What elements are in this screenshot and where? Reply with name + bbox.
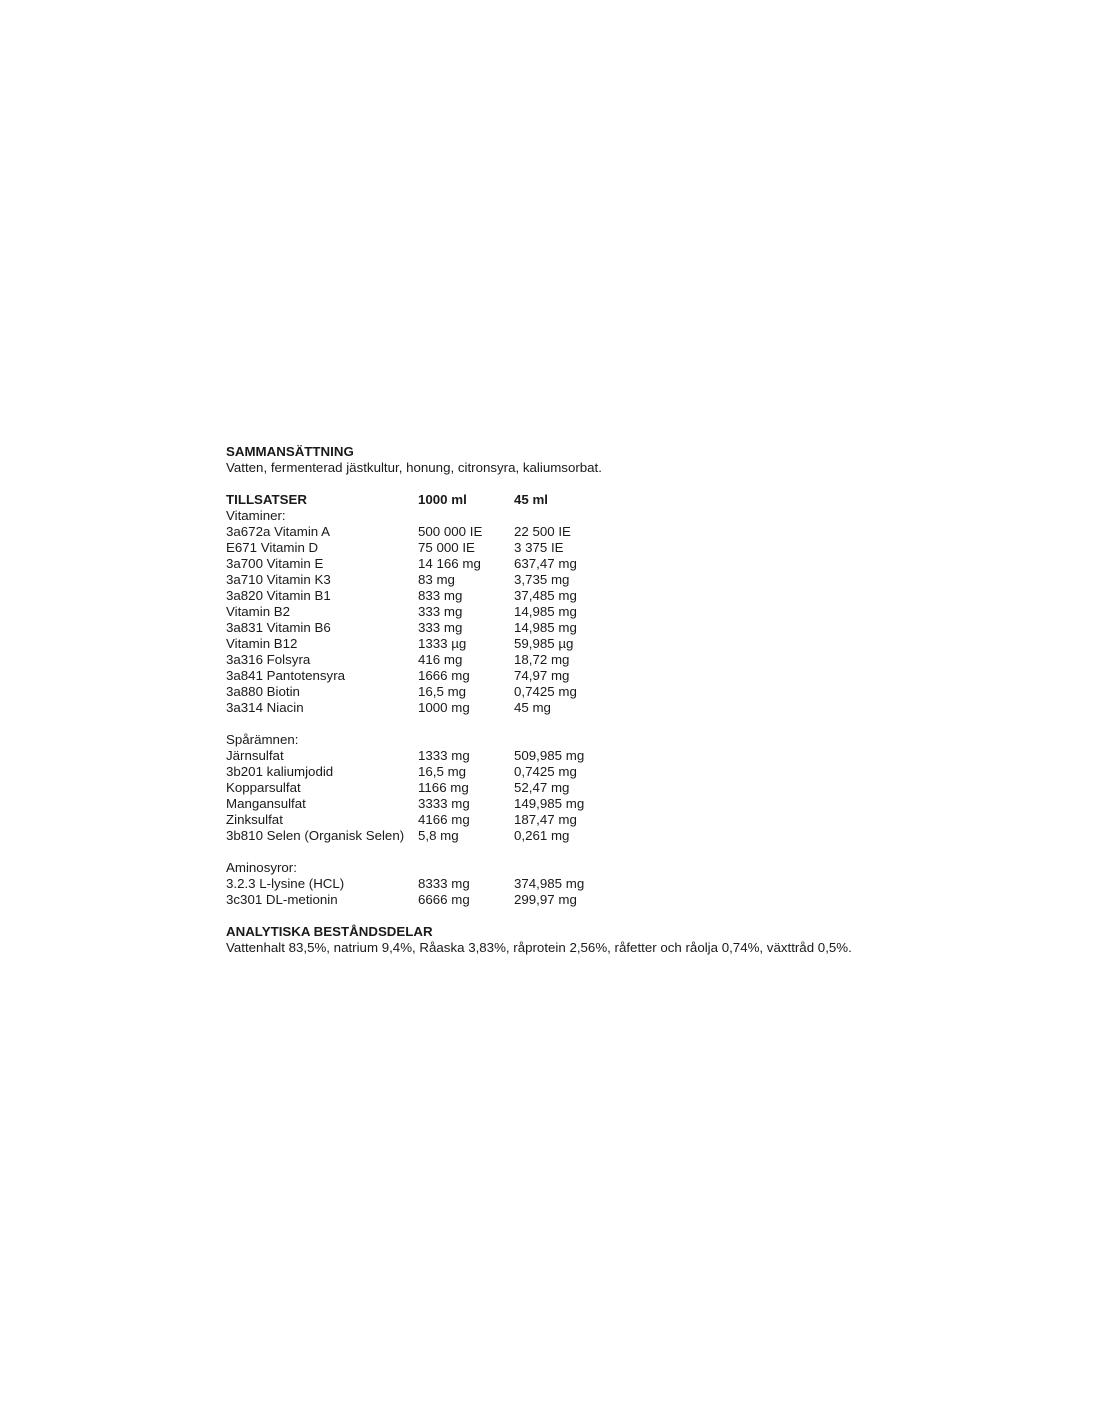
amount-45ml: 37,485 mg (514, 588, 577, 603)
additives-header-row (226, 492, 1026, 508)
amount-45ml: 509,985 mg (514, 748, 585, 763)
spacer (226, 716, 1026, 732)
amount-45ml: 45 mg (514, 700, 551, 715)
ingredient-name: 3a314 Niacin (226, 700, 304, 715)
amount-45ml: 74,97 mg (514, 668, 570, 683)
additives-heading: TILLSATSER (226, 492, 308, 507)
amount-1000ml: 1333 mg (418, 748, 470, 763)
group-label: Spårämnen: (226, 732, 299, 747)
table-row (226, 684, 1026, 700)
amount-1000ml: 5,8 mg (418, 828, 459, 843)
analytics-heading: ANALYTISKA BESTÅNDSDELAR (226, 924, 433, 939)
spacer (226, 908, 1026, 924)
ingredient-name: Kopparsulfat (226, 780, 301, 795)
amount-1000ml: 75 000 IE (418, 540, 475, 555)
ingredient-name: Vitamin B12 (226, 636, 298, 651)
table-row (226, 780, 1026, 796)
amount-45ml: 14,985 mg (514, 620, 577, 635)
table-row (226, 812, 1026, 828)
amount-1000ml: 1333 µg (418, 636, 467, 651)
amount-45ml: 52,47 mg (514, 780, 570, 795)
amount-1000ml: 1000 mg (418, 700, 470, 715)
ingredient-name: 3a316 Folsyra (226, 652, 311, 667)
analytics-text: Vattenhalt 83,5%, natrium 9,4%, Råaska 3,83%, råprotein 2,56%, råfetter och råolja 0,74%, växttråd 0,5%. (226, 940, 852, 955)
amount-45ml: 637,47 mg (514, 556, 577, 571)
ingredient-name: 3a831 Vitamin B6 (226, 620, 331, 635)
group-label: Vitaminer: (226, 508, 286, 523)
composition-heading: SAMMANSÄTTNING (226, 444, 354, 459)
ingredient-name: 3a710 Vitamin K3 (226, 572, 331, 587)
ingredient-name: Vitamin B2 (226, 604, 291, 619)
amount-1000ml: 3333 mg (418, 796, 470, 811)
column-header-45ml: 45 ml (514, 492, 549, 507)
amount-45ml: 0,261 mg (514, 828, 570, 843)
table-row (226, 652, 1026, 668)
amount-45ml: 0,7425 mg (514, 764, 577, 779)
amount-1000ml: 1666 mg (418, 668, 470, 683)
ingredient-name: Järnsulfat (226, 748, 284, 763)
amount-45ml: 3 375 IE (514, 540, 564, 555)
table-row (226, 876, 1026, 892)
column-header-1000ml: 1000 ml (418, 492, 467, 507)
amount-1000ml: 833 mg (418, 588, 463, 603)
amount-1000ml: 6666 mg (418, 892, 470, 907)
table-row (226, 764, 1026, 780)
ingredient-name: 3b810 Selen (Organisk Selen) (226, 828, 405, 843)
amount-45ml: 14,985 mg (514, 604, 577, 619)
amount-45ml: 149,985 mg (514, 796, 585, 811)
table-row (226, 572, 1026, 588)
amount-45ml: 0,7425 mg (514, 684, 577, 699)
ingredient-name: 3c301 DL-metionin (226, 892, 338, 907)
amount-1000ml: 4166 mg (418, 812, 470, 827)
table-row (226, 604, 1026, 620)
table-row (226, 748, 1026, 764)
product-declaration (226, 444, 1026, 956)
ingredient-name: 3a700 Vitamin E (226, 556, 324, 571)
amount-1000ml: 333 mg (418, 620, 463, 635)
additives-table (226, 508, 1026, 908)
table-row (226, 700, 1026, 716)
ingredient-name: 3a820 Vitamin B1 (226, 588, 331, 603)
amount-1000ml: 416 mg (418, 652, 463, 667)
amount-1000ml: 83 mg (418, 572, 455, 587)
amount-45ml: 187,47 mg (514, 812, 577, 827)
spacer (226, 844, 1026, 860)
amount-1000ml: 500 000 IE (418, 524, 483, 539)
amount-45ml: 3,735 mg (514, 572, 570, 587)
amount-1000ml: 1166 mg (418, 780, 469, 795)
group-label: Aminosyror: (226, 860, 297, 875)
table-row (226, 556, 1026, 572)
ingredient-name: 3b201 kaliumjodid (226, 764, 334, 779)
table-row (226, 620, 1026, 636)
table-row (226, 892, 1026, 908)
amount-1000ml: 14 166 mg (418, 556, 481, 571)
ingredient-name: 3a880 Biotin (226, 684, 300, 699)
table-row (226, 636, 1026, 652)
composition-text: Vatten, fermenterad jästkultur, honung, citronsyra, kaliumsorbat. (226, 460, 602, 475)
ingredient-name: E671 Vitamin D (226, 540, 319, 555)
amount-45ml: 299,97 mg (514, 892, 577, 907)
ingredient-name: 3a672a Vitamin A (226, 524, 330, 539)
amount-45ml: 22 500 IE (514, 524, 571, 539)
table-row (226, 588, 1026, 604)
amount-1000ml: 16,5 mg (418, 764, 467, 779)
amount-45ml: 59,985 µg (514, 636, 574, 651)
amount-45ml: 374,985 mg (514, 876, 585, 891)
amount-1000ml: 16,5 mg (418, 684, 467, 699)
table-row (226, 524, 1026, 540)
table-row (226, 540, 1026, 556)
amount-45ml: 18,72 mg (514, 652, 570, 667)
spacer (226, 476, 1026, 492)
ingredient-name: Mangansulfat (226, 796, 306, 811)
amount-1000ml: 333 mg (418, 604, 463, 619)
table-row (226, 796, 1026, 812)
table-row (226, 668, 1026, 684)
ingredient-name: 3.2.3 L-lysine (HCL) (226, 876, 345, 891)
amount-1000ml: 8333 mg (418, 876, 470, 891)
ingredient-name: Zinksulfat (226, 812, 283, 827)
ingredient-name: 3a841 Pantotensyra (226, 668, 346, 683)
table-row (226, 828, 1026, 844)
